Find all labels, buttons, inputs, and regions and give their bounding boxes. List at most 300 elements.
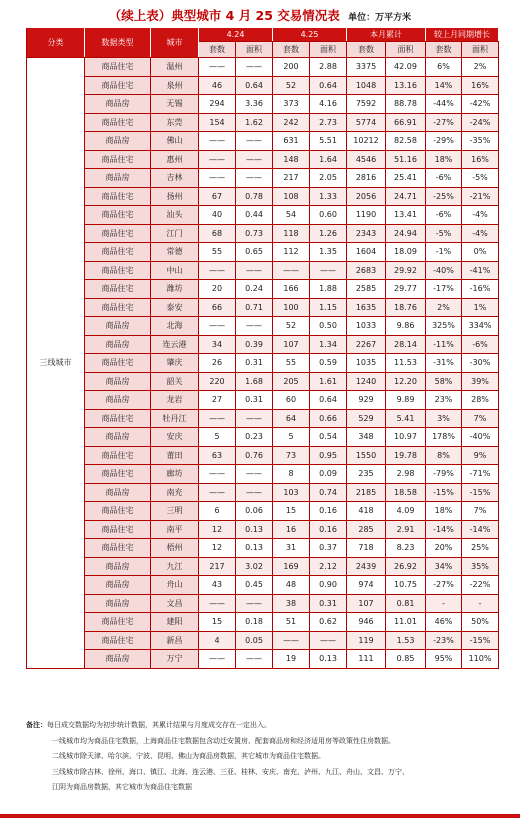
table-row bbox=[27, 539, 499, 558]
value-cell: 18% bbox=[426, 150, 462, 169]
value-cell: 0.18 bbox=[236, 613, 273, 632]
value-cell: —— bbox=[236, 132, 273, 151]
value-cell: 0.62 bbox=[310, 613, 347, 632]
value-cell: 1.35 bbox=[310, 243, 347, 262]
value-cell: 235 bbox=[347, 465, 386, 484]
data-type-cell: 商品房 bbox=[85, 132, 151, 151]
value-cell: 0.95 bbox=[310, 446, 347, 465]
value-cell: 0.64 bbox=[310, 391, 347, 410]
value-cell: - bbox=[426, 594, 462, 613]
value-cell: -15% bbox=[426, 483, 462, 502]
data-type-cell: 商品房 bbox=[85, 483, 151, 502]
value-cell: 148 bbox=[273, 150, 310, 169]
page-title bbox=[0, 6, 520, 24]
value-cell: 1.62 bbox=[236, 113, 273, 132]
notes-line: 一线城市均为商品住宅数据，上海商品住宅数据包含动迁安置房、配套商品房和经济适用房等政策性住房数据。 bbox=[52, 736, 395, 745]
table-row bbox=[27, 631, 499, 650]
value-cell: 10.75 bbox=[386, 576, 426, 595]
value-cell: 18.76 bbox=[386, 298, 426, 317]
value-cell: 68 bbox=[199, 224, 236, 243]
value-cell: -15% bbox=[462, 483, 499, 502]
city-cell: 连云港 bbox=[151, 335, 199, 354]
table-row bbox=[27, 428, 499, 447]
value-cell: -5% bbox=[426, 224, 462, 243]
value-cell: 7% bbox=[462, 502, 499, 521]
subheader-area: 面积 bbox=[310, 42, 347, 58]
value-cell: 73 bbox=[273, 446, 310, 465]
data-type-cell: 商品房 bbox=[85, 169, 151, 188]
value-cell: 14% bbox=[426, 76, 462, 95]
table-row bbox=[27, 650, 499, 669]
value-cell: 974 bbox=[347, 576, 386, 595]
value-cell: 111 bbox=[347, 650, 386, 669]
city-cell: 莆田 bbox=[151, 446, 199, 465]
value-cell: 2267 bbox=[347, 335, 386, 354]
data-type-cell: 商品住宅 bbox=[85, 280, 151, 299]
value-cell: 2683 bbox=[347, 261, 386, 280]
table-row bbox=[27, 372, 499, 391]
value-cell: 0.44 bbox=[236, 206, 273, 225]
value-cell: 51 bbox=[273, 613, 310, 632]
subheader-area: 面积 bbox=[236, 42, 273, 58]
value-cell: —— bbox=[273, 261, 310, 280]
data-type-cell: 商品房 bbox=[85, 95, 151, 114]
value-cell: -14% bbox=[426, 520, 462, 539]
tier-label: 三线城市 bbox=[27, 58, 85, 669]
value-cell: 48 bbox=[273, 576, 310, 595]
value-cell: 18.58 bbox=[386, 483, 426, 502]
table-row bbox=[27, 169, 499, 188]
value-cell: 929 bbox=[347, 391, 386, 410]
value-cell: 42.09 bbox=[386, 58, 426, 77]
value-cell: 55 bbox=[199, 243, 236, 262]
value-cell: -42% bbox=[462, 95, 499, 114]
value-cell: 66 bbox=[199, 298, 236, 317]
value-cell: 2585 bbox=[347, 280, 386, 299]
note-text: 每日成交数据均为初步统计数据，其累计结果与月度成交存在一定出入。 bbox=[47, 721, 271, 729]
table-row bbox=[27, 76, 499, 95]
value-cell: 4.16 bbox=[310, 95, 347, 114]
data-type-cell: 商品住宅 bbox=[85, 409, 151, 428]
value-cell: -44% bbox=[426, 95, 462, 114]
value-cell: 0.13 bbox=[236, 520, 273, 539]
table-row bbox=[27, 224, 499, 243]
table-row bbox=[27, 409, 499, 428]
city-cell: 惠州 bbox=[151, 150, 199, 169]
value-cell: -40% bbox=[462, 428, 499, 447]
value-cell: 2.05 bbox=[310, 169, 347, 188]
value-cell: 43 bbox=[199, 576, 236, 595]
value-cell: 166 bbox=[273, 280, 310, 299]
value-cell: -29% bbox=[426, 132, 462, 151]
value-cell: 1.34 bbox=[310, 335, 347, 354]
value-cell: -30% bbox=[462, 354, 499, 373]
city-cell: 吉林 bbox=[151, 169, 199, 188]
value-cell: 242 bbox=[273, 113, 310, 132]
value-cell: -15% bbox=[462, 631, 499, 650]
data-type-cell: 商品住宅 bbox=[85, 613, 151, 632]
value-cell: 3.36 bbox=[236, 95, 273, 114]
value-cell: 1.88 bbox=[310, 280, 347, 299]
city-cell: 三明 bbox=[151, 502, 199, 521]
value-cell: 0.60 bbox=[310, 206, 347, 225]
value-cell: 373 bbox=[273, 95, 310, 114]
table-row bbox=[27, 113, 499, 132]
city-cell: 南充 bbox=[151, 483, 199, 502]
city-cell: 廊坊 bbox=[151, 465, 199, 484]
value-cell: 55 bbox=[273, 354, 310, 373]
value-cell: 220 bbox=[199, 372, 236, 391]
data-type-cell: 商品住宅 bbox=[85, 261, 151, 280]
data-type-cell: 商品住宅 bbox=[85, 502, 151, 521]
city-cell: 中山 bbox=[151, 261, 199, 280]
notes-line: 江阴为商品房数据，其它城市为商品住宅数据 bbox=[52, 783, 192, 791]
value-cell: 0.13 bbox=[310, 650, 347, 669]
data-type-cell: 商品住宅 bbox=[85, 113, 151, 132]
data-type-cell: 商品住宅 bbox=[85, 150, 151, 169]
value-cell: 2.12 bbox=[310, 557, 347, 576]
value-cell: —— bbox=[273, 631, 310, 650]
value-cell: 200 bbox=[273, 58, 310, 77]
value-cell: 54 bbox=[273, 206, 310, 225]
table-row bbox=[27, 557, 499, 576]
value-cell: 12 bbox=[199, 539, 236, 558]
value-cell: 0.45 bbox=[236, 576, 273, 595]
value-cell: —— bbox=[199, 650, 236, 669]
value-cell: 0.78 bbox=[236, 187, 273, 206]
header-date-424: 4.24 bbox=[199, 28, 273, 42]
value-cell: 0.90 bbox=[310, 576, 347, 595]
value-cell: 28.14 bbox=[386, 335, 426, 354]
value-cell: 13.41 bbox=[386, 206, 426, 225]
value-cell: 1.64 bbox=[310, 150, 347, 169]
city-cell: 九江 bbox=[151, 557, 199, 576]
value-cell: 178% bbox=[426, 428, 462, 447]
value-cell: 0% bbox=[462, 243, 499, 262]
value-cell: -14% bbox=[462, 520, 499, 539]
value-cell: 4.09 bbox=[386, 502, 426, 521]
city-cell: 梧州 bbox=[151, 539, 199, 558]
value-cell: -5% bbox=[462, 169, 499, 188]
value-cell: 0.59 bbox=[310, 354, 347, 373]
value-cell: 0.13 bbox=[236, 539, 273, 558]
value-cell: 5774 bbox=[347, 113, 386, 132]
city-cell: 泰安 bbox=[151, 298, 199, 317]
city-cell: 南平 bbox=[151, 520, 199, 539]
value-cell: —— bbox=[236, 483, 273, 502]
city-cell: 龙岩 bbox=[151, 391, 199, 410]
value-cell: 418 bbox=[347, 502, 386, 521]
value-cell: 0.16 bbox=[310, 502, 347, 521]
value-cell: 7592 bbox=[347, 95, 386, 114]
table-row bbox=[27, 150, 499, 169]
value-cell: 95% bbox=[426, 650, 462, 669]
header-city: 城市 bbox=[151, 28, 199, 58]
value-cell: -35% bbox=[462, 132, 499, 151]
table-row bbox=[27, 465, 499, 484]
header-data-type: 数据类型 bbox=[85, 28, 151, 58]
value-cell: 39% bbox=[462, 372, 499, 391]
value-cell: 23% bbox=[426, 391, 462, 410]
table-row bbox=[27, 187, 499, 206]
value-cell: 4 bbox=[199, 631, 236, 650]
city-cell: 安庆 bbox=[151, 428, 199, 447]
value-cell: 1190 bbox=[347, 206, 386, 225]
data-type-cell: 商品住宅 bbox=[85, 446, 151, 465]
header-growth: 较上月同期增长 bbox=[426, 28, 499, 42]
value-cell: —— bbox=[236, 465, 273, 484]
value-cell: 1033 bbox=[347, 317, 386, 336]
value-cell: 0.37 bbox=[310, 539, 347, 558]
city-cell: 建阳 bbox=[151, 613, 199, 632]
value-cell: 38 bbox=[273, 594, 310, 613]
value-cell: -23% bbox=[426, 631, 462, 650]
value-cell: 2.98 bbox=[386, 465, 426, 484]
transaction-table bbox=[26, 27, 499, 669]
value-cell: —— bbox=[236, 650, 273, 669]
value-cell: —— bbox=[236, 261, 273, 280]
value-cell: —— bbox=[199, 261, 236, 280]
subheader-units: 套数 bbox=[426, 42, 462, 58]
subheader-area: 面积 bbox=[462, 42, 499, 58]
value-cell: 0.16 bbox=[310, 520, 347, 539]
value-cell: —— bbox=[199, 132, 236, 151]
city-cell: 常德 bbox=[151, 243, 199, 262]
value-cell: 12.20 bbox=[386, 372, 426, 391]
value-cell: 5.51 bbox=[310, 132, 347, 151]
value-cell: 15 bbox=[199, 613, 236, 632]
value-cell: 119 bbox=[347, 631, 386, 650]
value-cell: -41% bbox=[462, 261, 499, 280]
value-cell: 11.53 bbox=[386, 354, 426, 373]
value-cell: -4% bbox=[462, 224, 499, 243]
value-cell: —— bbox=[236, 409, 273, 428]
value-cell: 34% bbox=[426, 557, 462, 576]
city-cell: 文昌 bbox=[151, 594, 199, 613]
value-cell: 25.41 bbox=[386, 169, 426, 188]
value-cell: 1035 bbox=[347, 354, 386, 373]
value-cell: —— bbox=[236, 150, 273, 169]
data-type-cell: 商品住宅 bbox=[85, 354, 151, 373]
value-cell: 1.33 bbox=[310, 187, 347, 206]
value-cell: 24.94 bbox=[386, 224, 426, 243]
notes-label: 备注： bbox=[26, 721, 47, 729]
value-cell: 2% bbox=[426, 298, 462, 317]
value-cell: 169 bbox=[273, 557, 310, 576]
value-cell: 0.39 bbox=[236, 335, 273, 354]
value-cell: 0.31 bbox=[236, 354, 273, 373]
value-cell: 18.09 bbox=[386, 243, 426, 262]
table-row bbox=[27, 243, 499, 262]
value-cell: -24% bbox=[462, 113, 499, 132]
value-cell: 29.92 bbox=[386, 261, 426, 280]
city-cell: 肇庆 bbox=[151, 354, 199, 373]
value-cell: 0.06 bbox=[236, 502, 273, 521]
header-category: 分类 bbox=[27, 28, 85, 58]
value-cell: 1.26 bbox=[310, 224, 347, 243]
value-cell: —— bbox=[199, 483, 236, 502]
value-cell: 64 bbox=[273, 409, 310, 428]
value-cell: 35% bbox=[462, 557, 499, 576]
value-cell: 0.85 bbox=[386, 650, 426, 669]
value-cell: 16% bbox=[462, 76, 499, 95]
value-cell: 3375 bbox=[347, 58, 386, 77]
city-cell: 韶关 bbox=[151, 372, 199, 391]
table-row bbox=[27, 280, 499, 299]
value-cell: 0.81 bbox=[386, 594, 426, 613]
value-cell: 1.68 bbox=[236, 372, 273, 391]
value-cell: 20 bbox=[199, 280, 236, 299]
data-type-cell: 商品住宅 bbox=[85, 58, 151, 77]
value-cell: 24.71 bbox=[386, 187, 426, 206]
value-cell: -1% bbox=[426, 243, 462, 262]
notes-line: 二线城市除天津、哈尔滨、宁波、昆明、佛山为商品房数据，其它城市为商品住宅数据。 bbox=[52, 752, 325, 760]
data-type-cell: 商品房 bbox=[85, 576, 151, 595]
notes-section bbox=[26, 718, 506, 796]
value-cell: 294 bbox=[199, 95, 236, 114]
value-cell: 58% bbox=[426, 372, 462, 391]
city-cell: 佛山 bbox=[151, 132, 199, 151]
value-cell: 0.64 bbox=[310, 76, 347, 95]
value-cell: 2816 bbox=[347, 169, 386, 188]
value-cell: 26 bbox=[199, 354, 236, 373]
city-cell: 万宁 bbox=[151, 650, 199, 669]
value-cell: 0.24 bbox=[236, 280, 273, 299]
value-cell: —— bbox=[199, 409, 236, 428]
value-cell: -6% bbox=[462, 335, 499, 354]
subheader-units: 套数 bbox=[347, 42, 386, 58]
data-type-cell: 商品住宅 bbox=[85, 224, 151, 243]
table-row bbox=[27, 261, 499, 280]
table-row bbox=[27, 520, 499, 539]
value-cell: 34 bbox=[199, 335, 236, 354]
value-cell: 0.73 bbox=[236, 224, 273, 243]
data-type-cell: 商品住宅 bbox=[85, 631, 151, 650]
value-cell: 217 bbox=[273, 169, 310, 188]
value-cell: 112 bbox=[273, 243, 310, 262]
value-cell: 10.97 bbox=[386, 428, 426, 447]
table-row bbox=[27, 132, 499, 151]
value-cell: 0.64 bbox=[236, 76, 273, 95]
value-cell: 1.15 bbox=[310, 298, 347, 317]
table-row bbox=[27, 594, 499, 613]
value-cell: 334% bbox=[462, 317, 499, 336]
value-cell: 529 bbox=[347, 409, 386, 428]
value-cell: 10212 bbox=[347, 132, 386, 151]
value-cell: —— bbox=[199, 594, 236, 613]
value-cell: -27% bbox=[426, 576, 462, 595]
data-type-cell: 商品住宅 bbox=[85, 298, 151, 317]
value-cell: 4546 bbox=[347, 150, 386, 169]
value-cell: 3% bbox=[426, 409, 462, 428]
footer-divider bbox=[0, 814, 520, 818]
value-cell: 1048 bbox=[347, 76, 386, 95]
value-cell: 9.89 bbox=[386, 391, 426, 410]
table-row bbox=[27, 206, 499, 225]
value-cell: 107 bbox=[347, 594, 386, 613]
data-type-cell: 商品房 bbox=[85, 335, 151, 354]
value-cell: 0.31 bbox=[236, 391, 273, 410]
value-cell: 67 bbox=[199, 187, 236, 206]
value-cell: 2.91 bbox=[386, 520, 426, 539]
value-cell: 31 bbox=[273, 539, 310, 558]
value-cell: 82.58 bbox=[386, 132, 426, 151]
value-cell: 946 bbox=[347, 613, 386, 632]
city-cell: 潍坊 bbox=[151, 280, 199, 299]
value-cell: 46 bbox=[199, 76, 236, 95]
value-cell: 718 bbox=[347, 539, 386, 558]
table-row bbox=[27, 58, 499, 77]
value-cell: 0.31 bbox=[310, 594, 347, 613]
city-cell: 新昌 bbox=[151, 631, 199, 650]
value-cell: -11% bbox=[426, 335, 462, 354]
data-type-cell: 商品房 bbox=[85, 594, 151, 613]
value-cell: 50% bbox=[462, 613, 499, 632]
data-type-cell: 商品住宅 bbox=[85, 243, 151, 262]
value-cell: 631 bbox=[273, 132, 310, 151]
data-type-cell: 商品住宅 bbox=[85, 187, 151, 206]
value-cell: -27% bbox=[426, 113, 462, 132]
value-cell: 217 bbox=[199, 557, 236, 576]
value-cell: 1635 bbox=[347, 298, 386, 317]
value-cell: 40 bbox=[199, 206, 236, 225]
unit-label: 单位：万平方米 bbox=[348, 13, 412, 23]
table-row bbox=[27, 613, 499, 632]
header-month-total: 本月累计 bbox=[347, 28, 426, 42]
value-cell: 6 bbox=[199, 502, 236, 521]
data-type-cell: 商品房 bbox=[85, 391, 151, 410]
value-cell: 103 bbox=[273, 483, 310, 502]
city-cell: 舟山 bbox=[151, 576, 199, 595]
value-cell: 348 bbox=[347, 428, 386, 447]
value-cell: 8 bbox=[273, 465, 310, 484]
data-type-cell: 商品房 bbox=[85, 650, 151, 669]
value-cell: 16 bbox=[273, 520, 310, 539]
value-cell: 15 bbox=[273, 502, 310, 521]
value-cell: 205 bbox=[273, 372, 310, 391]
value-cell: 2343 bbox=[347, 224, 386, 243]
value-cell: 51.16 bbox=[386, 150, 426, 169]
value-cell: —— bbox=[199, 169, 236, 188]
table-row bbox=[27, 391, 499, 410]
table-row bbox=[27, 317, 499, 336]
value-cell: 19 bbox=[273, 650, 310, 669]
data-type-cell: 商品房 bbox=[85, 372, 151, 391]
value-cell: 2439 bbox=[347, 557, 386, 576]
value-cell: 28% bbox=[462, 391, 499, 410]
value-cell: 0.74 bbox=[310, 483, 347, 502]
value-cell: 0.66 bbox=[310, 409, 347, 428]
value-cell: - bbox=[462, 594, 499, 613]
data-type-cell: 商品住宅 bbox=[85, 520, 151, 539]
value-cell: 12 bbox=[199, 520, 236, 539]
city-cell: 泉州 bbox=[151, 76, 199, 95]
title-text: （续上表）典型城市 4 月 25 交易情况表 bbox=[108, 8, 340, 23]
value-cell: —— bbox=[236, 594, 273, 613]
value-cell: -31% bbox=[426, 354, 462, 373]
city-cell: 江门 bbox=[151, 224, 199, 243]
value-cell: 11.01 bbox=[386, 613, 426, 632]
value-cell: 1604 bbox=[347, 243, 386, 262]
value-cell: 20% bbox=[426, 539, 462, 558]
data-type-cell: 商品住宅 bbox=[85, 465, 151, 484]
value-cell: -71% bbox=[462, 465, 499, 484]
value-cell: 0.23 bbox=[236, 428, 273, 447]
value-cell: 26.92 bbox=[386, 557, 426, 576]
value-cell: 18% bbox=[426, 502, 462, 521]
value-cell: 29.77 bbox=[386, 280, 426, 299]
data-type-cell: 商品住宅 bbox=[85, 539, 151, 558]
